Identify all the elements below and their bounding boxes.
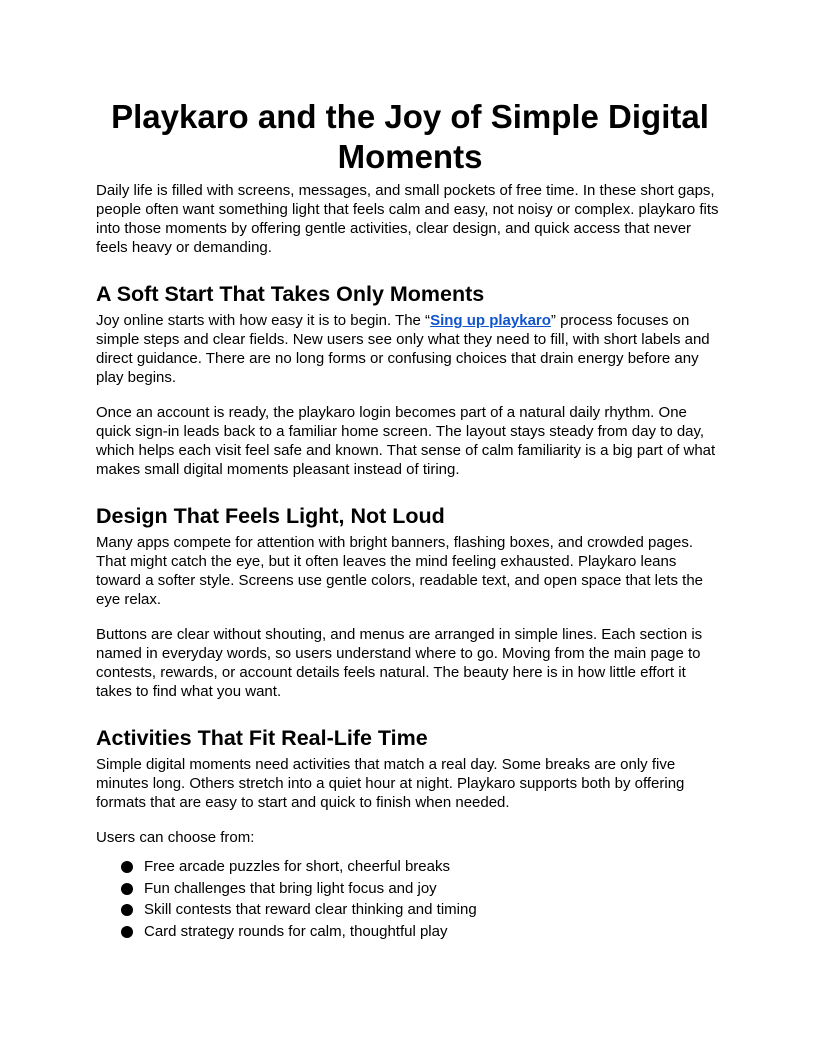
- section-heading-design: Design That Feels Light, Not Loud: [96, 504, 445, 528]
- sign-up-link[interactable]: Sing up playkaro: [430, 312, 551, 329]
- document-body: [96, 97, 724, 942]
- list-item: [96, 921, 724, 943]
- bullet-icon: [121, 904, 133, 916]
- soft-start-paragraph-1: [96, 311, 724, 387]
- section-heading-activities: Activities That Fit Real-Life Time: [96, 726, 428, 750]
- bullet-icon: [121, 883, 133, 895]
- activities-paragraph-1: Simple digital moments need activities that match a real day. Some breaks are only five minutes long. Others stretch into a quiet hour at night. Playkaro supports both by offering formats that are easy to start and quick to finish when needed.: [96, 756, 685, 811]
- soft-start-text-after-link: ” process focuses on simple steps and clear fields. New users see only what they need to fill, with short labels and direct guidance. There are no long forms or confusing choices that drain energy before any play begins.: [96, 312, 710, 386]
- list-item-text: Fun challenges that bring light focus and joy: [144, 879, 437, 897]
- soft-start-text-before-link: Joy online starts with how easy it is to begin. The “: [96, 312, 431, 329]
- list-item-text: Skill contests that reward clear thinking and timing: [144, 901, 477, 918]
- activities-paragraph-2: Users can choose from:: [96, 829, 255, 846]
- list-item: [96, 899, 724, 921]
- list-item-text: Free arcade puzzles for short, cheerful breaks: [144, 858, 450, 875]
- list-item: [96, 856, 724, 878]
- intro-paragraph: Daily life is filled with screens, messages, and small pockets of free time. In these short gaps, people often want something light that feels calm and easy, not noisy or complex. playkaro fits into those moments by offering gentle activities, clear design, and quick access that never feels heavy or demanding.: [96, 182, 719, 256]
- soft-start-paragraph-2: Once an account is ready, the playkaro login becomes part of a natural daily rhythm. One quick sign-in leads back to a familiar home screen. The layout stays steady from day to day, which helps each visit feel safe and known. That sense of calm familiarity is a big part of what makes small digital moments pleasant instead of tiring.: [96, 404, 716, 478]
- section-heading-soft-start: A Soft Start That Takes Only Moments: [96, 282, 485, 306]
- design-paragraph-2: Buttons are clear without shouting, and menus are arranged in simple lines. Each section is named in everyday words, so users understand where to go. Moving from the main page to contests, rewards, or account details feels natural. The beauty here is in how little effort it takes to find what you want.: [96, 626, 703, 700]
- activities-list: [96, 856, 724, 942]
- page-title: Playkaro and the Joy of Simple Digital Moments: [111, 98, 709, 175]
- list-item: [96, 878, 724, 900]
- design-paragraph-1: Many apps compete for attention with bright banners, flashing boxes, and crowded pages. That might catch the eye, but it often leaves the mind feeling exhausted. Playkaro leans toward a softer style. Screens use gentle colors, readable text, and open space that lets the eye relax.: [96, 534, 704, 608]
- bullet-icon: [121, 861, 133, 873]
- list-item-text: Card strategy rounds for calm, thoughtful play: [144, 922, 448, 940]
- bullet-icon: [121, 926, 133, 938]
